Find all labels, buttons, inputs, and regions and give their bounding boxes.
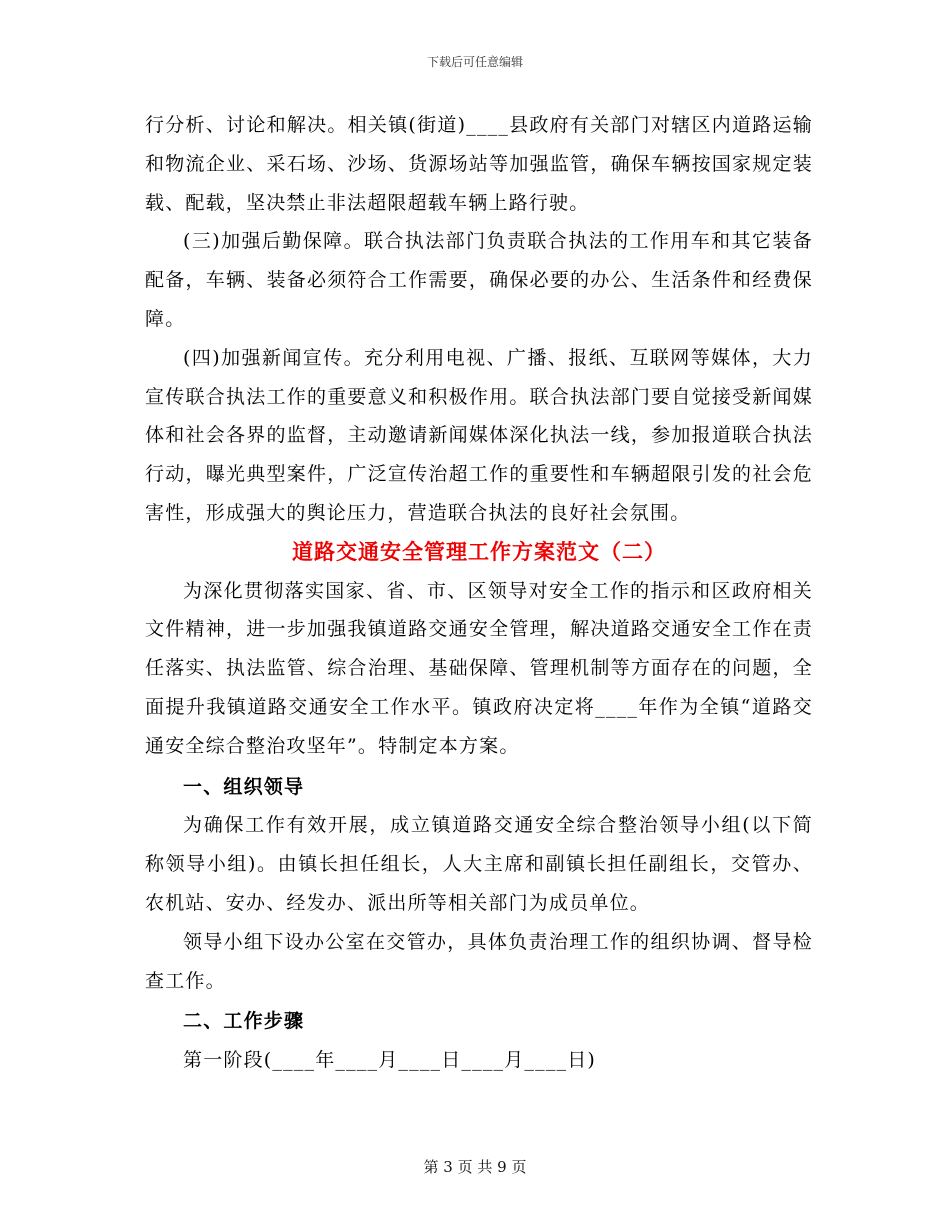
paragraph-7: 第一阶段(____年____月____日____月____日) [183,1049,597,1072]
paragraph-6: 领导小组下设办公室在交管办，具体负责治理工作的组织协调、督导检查工作。 [145,930,813,992]
paragraph-1: 行分析、讨论和解决。相关镇(街道)____县政府有关部门对辖区内道路运输和物流企业、采石场、沙场、货源场站等加强监管，确保车辆按国家规定装载、配载，坚决禁止非法超限超载车辆上路行驶。 [145,114,813,214]
page-footer: 第 3 页 共 9 页 [423,1158,527,1176]
document-body [145,106,813,1080]
section-title: 道路交通安全管理工作方案范文（二） [292,538,666,564]
paragraph-5: 为确保工作有效开展，成立镇道路交通安全综合整治领导小组(以下简称领导小组)。由镇长担任组长，人大主席和副镇长担任副组长，交管办、农机站、安办、经发办、派出所等相关部门为成员单位。 [145,814,813,914]
heading-organization: 一、组织领导 [183,775,305,798]
page-header: 下载后可任意编辑 [426,55,523,69]
paragraph-3: (四)加强新闻宣传。充分利用电视、广播、报纸、互联网等媒体，大力宣传联合执法工作的重要意义和积极作用。联合执法部门要自觉接受新闻媒体和社会各界的监督，主动邀请新闻媒体深化执法一线，参加报道联合执法行动，曝光典型案件，广泛宣传治超工作的重要性和车辆超限引发的社会危害性，形成强大的舆论压力，营造联合执法的良好社会氛围。 [145,346,813,524]
heading-steps: 二、工作步骤 [183,1010,305,1033]
paragraph-4: 为深化贯彻落实国家、省、市、区领导对安全工作的指示和区政府相关文件精神，进一步加强我镇道路交通安全管理，解决道路交通安全工作在责任落实、执法监管、综合治理、基础保障、管理机制等方面存在的问题，全面提升我镇道路交通安全工作水平。镇政府决定将____年作为全镇“道路交通安全综合整治攻坚年”。特制定本方案。 [145,579,813,757]
paragraph-2: (三)加强后勤保障。联合执法部门负责联合执法的工作用车和其它装备配备，车辆、装备必须符合工作需要，确保必要的办公、生活条件和经费保障。 [145,230,813,330]
